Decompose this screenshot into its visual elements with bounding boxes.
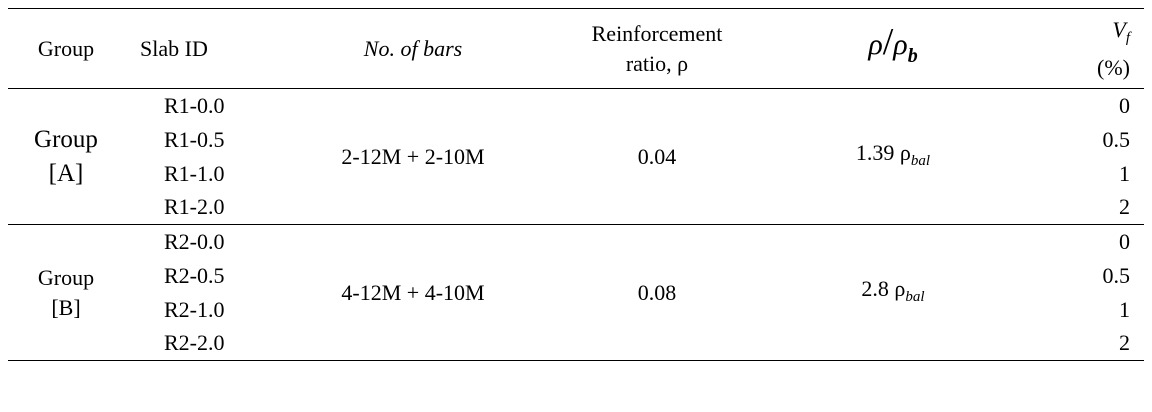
table-row [8,89,1144,123]
header-group: Group [37,35,95,61]
header-rho-denominator: ρ [893,27,908,61]
slab-id-cell: R1-0.5 [164,126,225,152]
header-slab-id: Slab ID [140,35,208,61]
group-b-label [8,225,124,361]
header-vf-symbol [1004,15,1130,53]
header-vf-letter: V [1112,16,1126,42]
group-b-rho-value: 2.8 ρ [861,275,906,301]
group-b-rho-sub: bal [905,288,925,305]
group-a-rho [782,89,1004,225]
vf-cell: 1 [1119,296,1130,322]
slab-id-cell: R1-2.0 [164,194,225,220]
group-a-label [8,89,124,225]
group-b-body [8,225,1144,361]
group-b-ratio: 0.08 [637,279,677,305]
slab-id-cell: R1-1.0 [164,160,225,186]
vf-cell: 2 [1119,330,1130,356]
header-vf [1004,9,1144,89]
header-rho-numerator: ρ [868,27,883,61]
header-reinforcement-ratio [532,9,782,89]
group-b-label-line1: Group [37,264,95,290]
group-a-label-line1: Group [34,125,98,153]
slab-id-cell: R1-0.0 [164,92,225,118]
group-a-ratio: 0.04 [637,143,677,169]
group-b-rho [782,225,1004,361]
slab-id-cell: R2-0.0 [164,228,225,254]
group-a-bars: 2-12M + 2-10M [341,143,485,169]
header-rho-ratio [782,9,1004,89]
vf-cell: 0.5 [1102,262,1130,288]
group-a-label-line2: [A] [48,159,84,187]
header-row [8,9,1144,89]
table-row [8,225,1144,259]
slab-id-cell: R2-2.0 [164,330,225,356]
group-a-body [8,89,1144,225]
vf-cell: 0 [1119,92,1130,118]
header-vf-sub: f [1125,29,1130,46]
slab-id-cell: R2-1.0 [164,296,225,322]
vf-cell: 1 [1119,160,1130,186]
table-header [8,9,1144,89]
group-b-bars: 4-12M + 4-10M [341,279,485,305]
header-vf-unit: (%) [1097,54,1130,80]
group-a-rho-value: 1.39 ρ [855,139,911,165]
header-ratio-line2: ratio, ρ [625,50,689,76]
header-rho-slash: / [882,20,894,63]
group-a-rho-sub: bal [910,152,931,169]
header-rho-denominator-sub: b [907,44,918,67]
group-b-label-line2: [B] [51,294,81,320]
header-no-of-bars: No. of bars [363,35,463,61]
vf-cell: 0.5 [1102,126,1130,152]
reinforcement-table [8,8,1144,361]
header-ratio-line1: Reinforcement [591,20,723,46]
vf-cell: 0 [1119,228,1130,254]
slab-id-cell: R2-0.5 [164,262,225,288]
vf-cell: 2 [1119,194,1130,220]
